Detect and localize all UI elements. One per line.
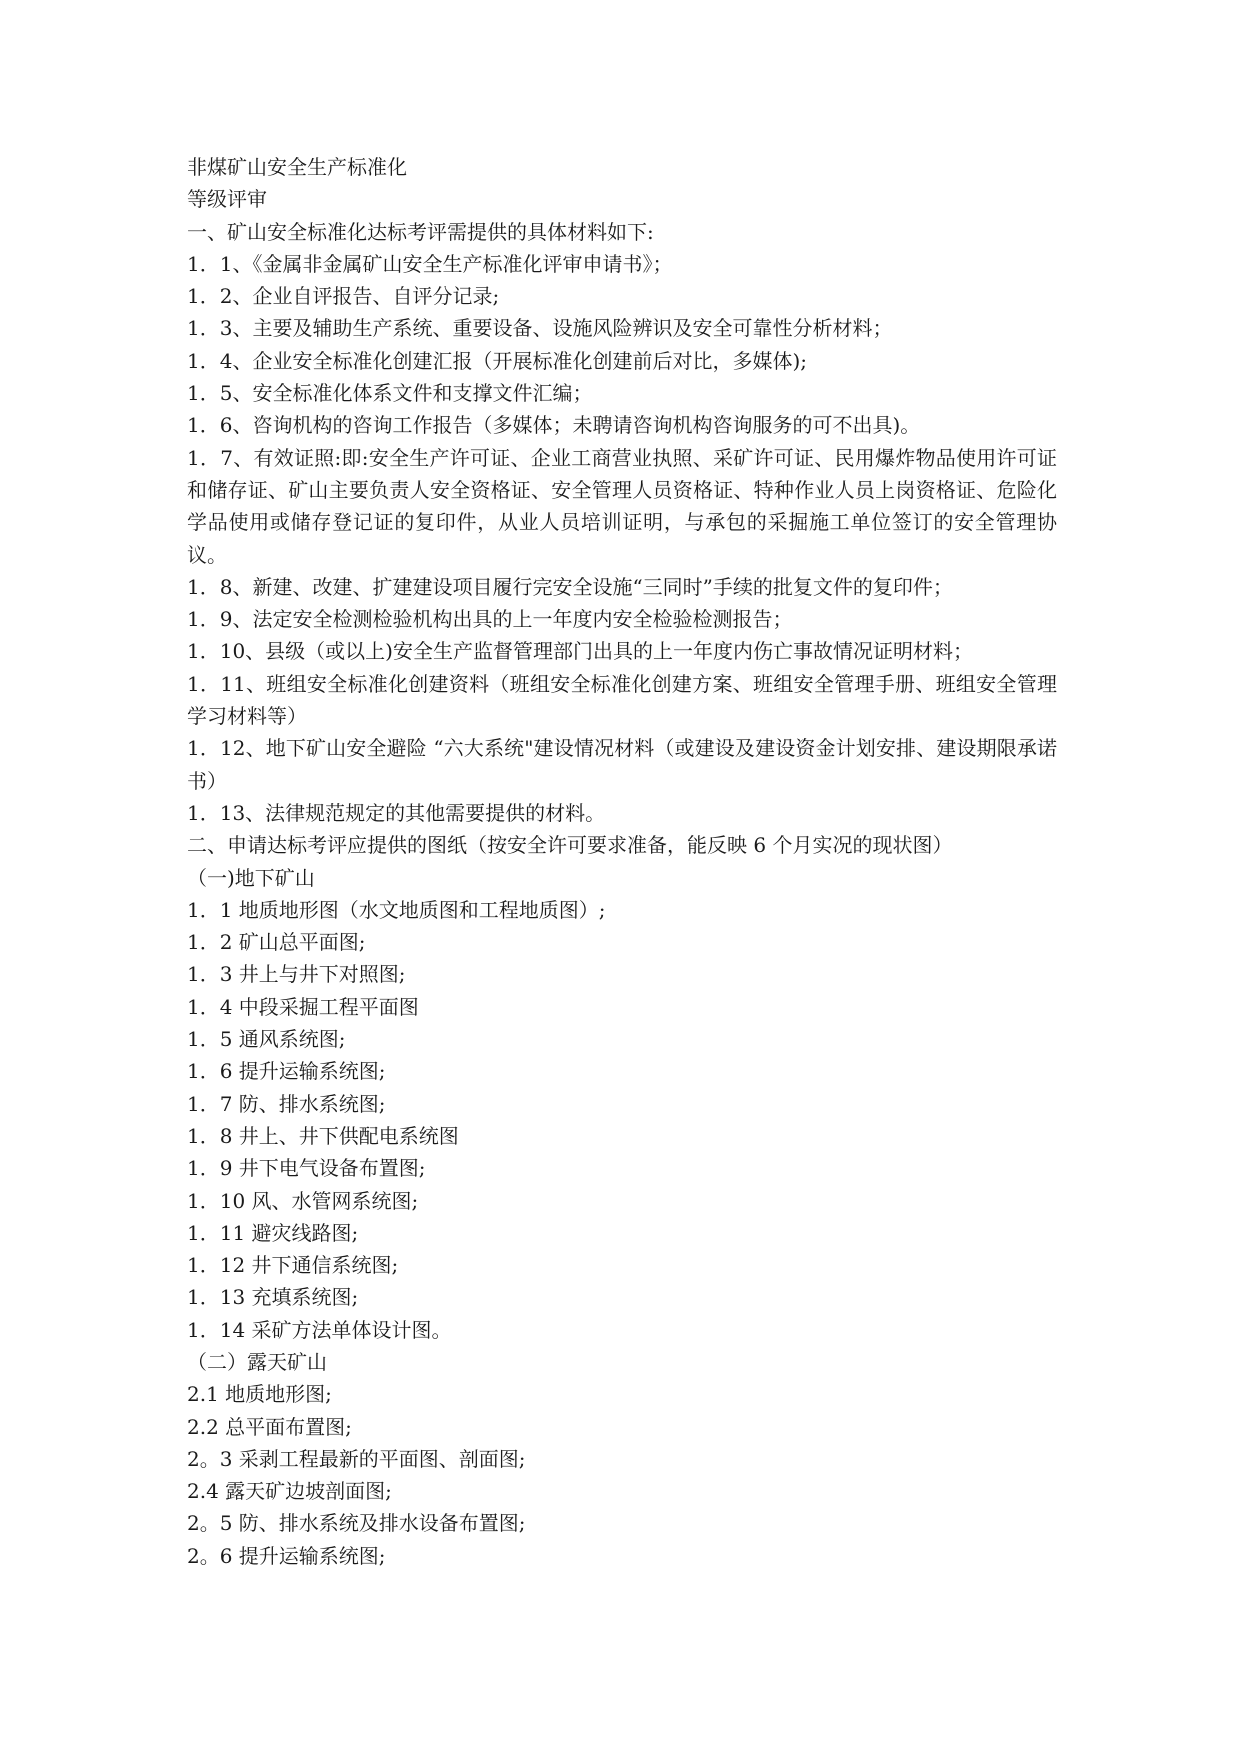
section2-heading: 二、申请达标考评应提供的图纸（按安全许可要求准备，能反映 6 个月实况的现状图）	[187, 833, 953, 858]
list-item: 1．2 矿山总平面图;	[187, 930, 366, 955]
section1-heading: 一、矿山安全标准化达标考评需提供的具体材料如下:	[187, 219, 654, 244]
list-item: 1．13 充填系统图;	[187, 1285, 359, 1310]
document-subtitle: 等级评审	[187, 187, 267, 212]
list-item: 1．8、新建、改建、扩建建设项目履行完安全设施“三同时”手续的批复文件的复印件；	[187, 574, 953, 599]
list-item: 1．11 避灾线路图;	[187, 1220, 359, 1245]
list-item: 1．7 防、排水系统图;	[187, 1091, 386, 1116]
subsection-heading-underground: （一)地下矿山	[187, 865, 315, 890]
subsection-heading-open-pit: （二）露天矿山	[187, 1349, 327, 1374]
list-item: 1．4 中段采掘工程平面图	[187, 994, 419, 1019]
list-item: 1．6、咨询机构的咨询工作报告（多媒体；未聘请咨询机构咨询服务的可不出具)。	[187, 413, 921, 438]
list-item: 1．5 通风系统图;	[187, 1027, 346, 1052]
list-item: 1．6 提升运输系统图;	[187, 1059, 386, 1084]
list-item: 1．1、《金属非金属矿山安全生产标准化评审申请书》；	[187, 251, 673, 276]
list-item: 1．12 井下通信系统图;	[187, 1253, 399, 1278]
list-item: 2。3 采剥工程最新的平面图、剖面图;	[187, 1446, 526, 1471]
list-item: 1．7、有效证照:即:安全生产许可证、企业工商营业执照、采矿许可证、民用爆炸物品使用许可证和储存证、矿山主要负责人安全资格证、安全管理人员资格证、特种作业人员上岗资格证、危险化学品使用或储存登记证的复印件，从业人员培训证明，与承包的采掘施工单位签订的安全管理协议。	[187, 445, 1057, 567]
list-item: 1．12、地下矿山安全避险 “六大系统"建设情况材料（或建设及建设资金计划安排、建设期限承诺书）	[187, 736, 1057, 793]
list-item: 1．13、法律规范规定的其他需要提供的材料。	[187, 800, 606, 825]
document-page	[187, 151, 1057, 1572]
list-item: 1．11、班组安全标准化创建资料（班组安全标准化创建方案、班组安全管理手册、班组安全管理学习材料等）	[187, 671, 1057, 729]
list-item: 1．9、法定安全检测检验机构出具的上一年度内安全检验检测报告；	[187, 607, 793, 632]
list-item: 1．14 采矿方法单体设计图。	[187, 1317, 452, 1342]
list-item: 1．8 井上、井下供配电系统图	[187, 1123, 459, 1148]
list-item: 2。6 提升运输系统图;	[187, 1543, 386, 1568]
list-item: 1．5、安全标准化体系文件和支撑文件汇编；	[187, 381, 593, 406]
list-item: 1．4、企业安全标准化创建汇报（开展标准化创建前后对比，多媒体);	[187, 348, 807, 373]
list-item: 1．3 井上与井下对照图;	[187, 962, 406, 987]
list-item: 1．1 地质地形图（水文地质图和工程地质图）;	[187, 897, 606, 922]
list-item: 1．10 风、水管网系统图;	[187, 1188, 419, 1213]
document-title: 非煤矿山安全生产标准化	[187, 155, 407, 179]
list-item: 2。5 防、排水系统及排水设备布置图;	[187, 1511, 526, 1536]
list-item: 2.4 露天矿边坡剖面图;	[187, 1479, 392, 1504]
list-item: 1．2、企业自评报告、自评分记录;	[187, 284, 500, 309]
list-item: 1．10、县级（或以上)安全生产监督管理部门出具的上一年度内伤亡事故情况证明材料；	[187, 639, 973, 664]
list-item: 1．9 井下电气设备布置图;	[187, 1156, 426, 1181]
list-item: 2.2 总平面布置图;	[187, 1414, 352, 1439]
list-item: 2.1 地质地形图;	[187, 1382, 332, 1407]
list-item: 1．3、主要及辅助生产系统、重要设备、设施风险辨识及安全可靠性分析材料；	[187, 316, 893, 341]
